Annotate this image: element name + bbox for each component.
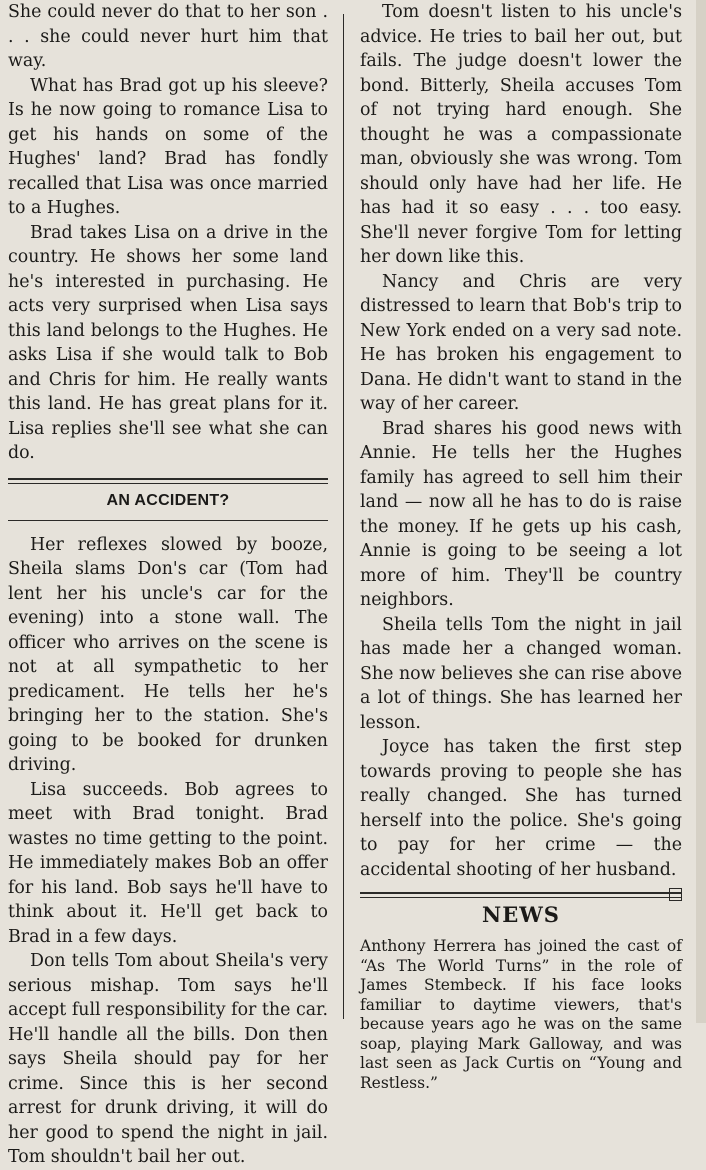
- paragraph: Lisa succeeds. Bob agrees to meet with Brad tonight. Brad wastes no time getting to the point. He immediately makes Bob an offer for his land. Bob says he'll have to think about it. He'll get back to Brad in a few days.: [8, 779, 328, 947]
- paragraph: Don tells Tom about Sheila's very serious mishap. Tom says he'll accept full responsibility for the car. He'll handle all the bills. Don then says Sheila should pay for her crime. Since this is her second arrest for drunk driving, it will do her good to spend the night in jail. Tom shouldn't bail her out.: [8, 951, 328, 1167]
- paragraph: Her reflexes slowed by booze, Sheila slams Don's car (Tom had lent her his uncle's car for the evening) into a stone wall. The officer who arrives on the scene is not at all sympathetic to her predicament. He tells her he's bringing her to the station. She's going to be booked for drunken driving.: [8, 534, 328, 775]
- section-heading: AN ACCIDENT?: [106, 491, 230, 509]
- right-column: [360, 0, 682, 1093]
- paragraph: She could never do that to her son . . . she could never hurt him that way.: [8, 2, 328, 71]
- end-mark-icon: [669, 888, 682, 901]
- section-rule: [8, 478, 328, 484]
- left-column: [8, 0, 328, 1170]
- paragraph: Nancy and Chris are very distressed to learn that Bob's trip to New York ended on a very sad note. He has broken his engagement to Dana. He didn't want to stand in the way of her career.: [360, 271, 682, 414]
- paragraph: What has Brad got up his sleeve? Is he now going to romance Lisa to get his hands on some of the Hughes' land? Brad has fondly recalled that Lisa was once married to a Hughes.: [8, 75, 328, 218]
- column-divider: [343, 14, 344, 1019]
- news-heading: NEWS: [482, 902, 560, 927]
- page-edge: [696, 0, 706, 1023]
- paragraph: Brad shares his good news with Annie. He tells her the Hughes family has agreed to sell him their land — now all he has to do is raise the money. If he gets up his cash, Annie is going to be seeing a lot more of him. They'll be country neighbors.: [360, 418, 682, 610]
- news-body: Anthony Herrera has joined the cast of “As The World Turns” in the role of James Stembeck. If his face looks familiar to daytime viewers, that's because years ago he was on the same soap, playing Mark Galloway, and was last seen as Jack Curtis on “Young and Restless.”: [360, 937, 682, 1092]
- paragraph-with-endmark: [360, 735, 682, 882]
- paragraph: Brad takes Lisa on a drive in the country. He shows her some land he's interested in purchasing. He acts very surprised when Lisa says this land belongs to the Hughes. He asks Lisa if she would talk to Bob and Chris for him. He really wants this land. He has great plans for it. Lisa replies she'll see what she can do.: [8, 222, 328, 463]
- paragraph-text: Joyce has taken the first step towards proving to people she has really changed. She has turned herself into the police. She's going to pay for her crime — the accidental shooting of her husband.: [360, 737, 682, 880]
- paragraph: Sheila tells Tom the night in jail has made her a changed woman. She now believes she can rise above a lot of things. She has learned her lesson.: [360, 614, 682, 733]
- section-rule: [8, 520, 328, 521]
- news-rule: [360, 892, 682, 898]
- paragraph: Tom doesn't listen to his uncle's advice. He tries to bail her out, but fails. The judge doesn't lower the bond. Bitterly, Sheila accuses Tom of not trying hard enough. She thought he was a compassionate man, obviously she was wrong. Tom should only have had her life. He has had it so easy . . . too easy. She'll never forgive Tom for letting her down like this.: [360, 2, 682, 267]
